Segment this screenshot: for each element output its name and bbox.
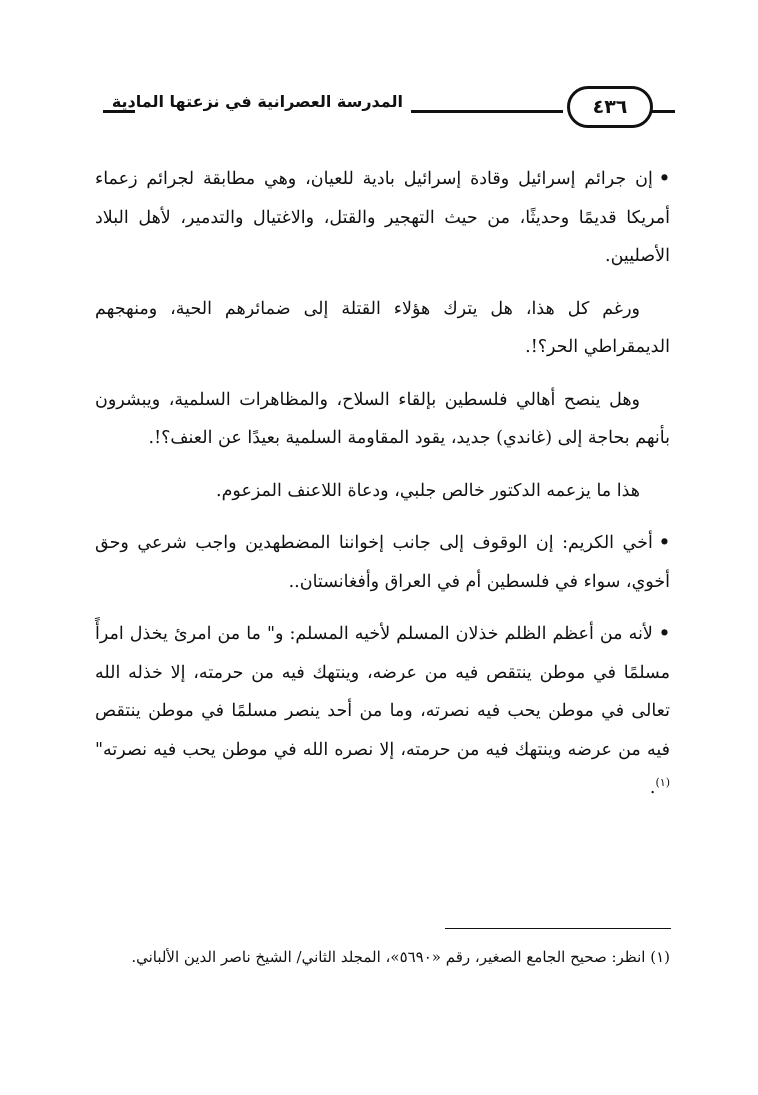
paragraph: [95, 381, 670, 458]
paragraph-text: هذا ما يزعمه الدكتور خالص جلبي، ودعاة اللاعنف المزعوم.: [216, 480, 640, 501]
paragraph: [95, 524, 670, 601]
paragraph-tail: .: [649, 778, 656, 798]
page-number: ٤٣٦: [567, 86, 653, 128]
paragraph-text: وهل ينصح أهالي فلسطين بإلقاء السلاح، والمظاهرات السلمية، ويبشرون بأنهم بحاجة إلى (غاندي) جديد، يقود المقاومة السلمية بعيدًا عن العنف؟!.: [95, 389, 670, 448]
footnote-separator: [445, 928, 671, 929]
paragraph-text: ورغم كل هذا، هل يترك هؤلاء القتلة إلى ضمائرهم الحية، ومنهجهم الديمقراطي الحر؟!.: [95, 298, 670, 357]
paragraph-text: لأنه من أعظم الظلم خذلان المسلم لأخيه المسلم: و" ما من امرئ يخذل امرأً مسلمًا في موطن ينتقص فيه من عرضه، وينتهك فيه من حرمته، إلا خذله الله تعالى في موطن يحب فيه نصرته، وما من أحد ينصر مسلمًا في موطن ينتقص فيه من عرضه وينتهك فيه من حرمته، إلا نصره الله في موطن يحب فيه نصرته": [95, 624, 670, 760]
paragraph: [95, 615, 670, 808]
running-header: [95, 80, 677, 136]
paragraph: [95, 290, 670, 367]
paragraph: [95, 160, 670, 276]
main-text: [95, 160, 670, 822]
footnote-text: (١) انظر: صحيح الجامع الصغير، رقم «٥٦٩٠»، المجلد الثاني/ الشيخ ناصر الدين الألباني.: [131, 948, 670, 966]
paragraph: [95, 472, 670, 511]
paragraph-text: إن جرائم إسرائيل وقادة إسرائيل بادية للعيان، وهي مطابقة لجرائم زعماء أمريكا قديمًا وحديثًا، من حيث التهجير والقتل، والاغتيال والتدمير، لأهل البلاد الأصليين.: [95, 169, 670, 266]
header-rule-right: [651, 110, 675, 113]
header-rule-middle: [411, 110, 563, 113]
footnote: [95, 942, 670, 972]
footnote-reference[interactable]: (١): [655, 776, 670, 790]
paragraph-text: أخي الكريم: إن الوقوف إلى جانب إخواننا المضطهدين واجب شرعي وحق أخوي، سواء في فلسطين أم في العراق وأفغانستان..: [95, 533, 670, 592]
running-title: المدرسة العصرانية في نزعتها المادية: [111, 92, 403, 111]
